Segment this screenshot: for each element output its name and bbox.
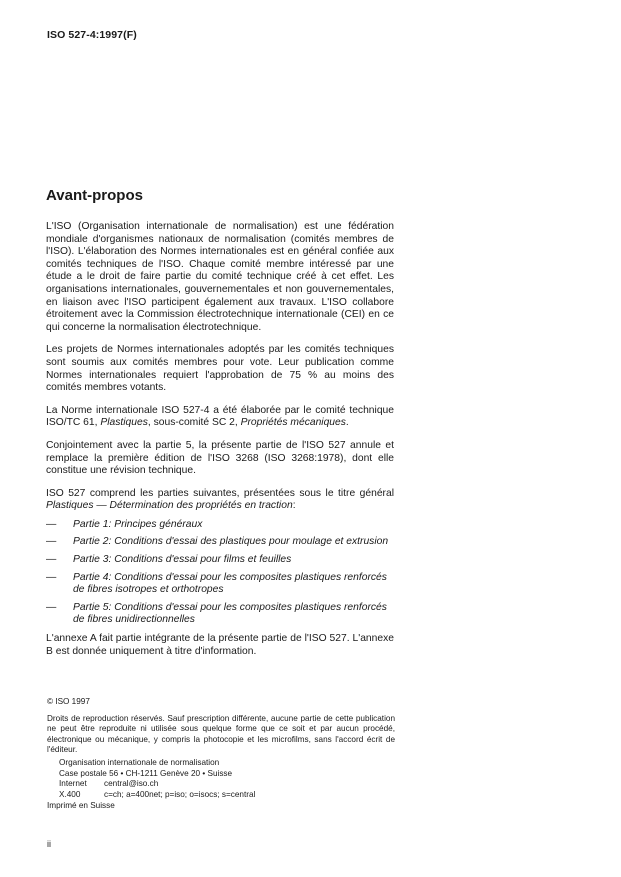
internet-row bbox=[59, 779, 395, 790]
list-item bbox=[46, 572, 394, 597]
paragraph-voting: Les projets de Normes internationales adoptés par les comités techniques sont soumis aux comités membres pour vote. Leur publication comme Normes internationales requiert l'approbation de 75 % au moins des comités membres votants. bbox=[46, 344, 394, 394]
page-title: Avant-propos bbox=[46, 187, 143, 204]
list-item bbox=[46, 554, 394, 567]
parts-intro-italic-title: Plastiques — Détermination des propriétés en traction bbox=[46, 500, 293, 512]
list-item-text: Partie 5: Conditions d'essai pour les composites plastiques renforcés de fibres unidirectionnelles bbox=[73, 601, 387, 626]
publisher-postal: Case postale 56 • CH-1211 Genève 20 • Suisse bbox=[59, 768, 233, 778]
page-number: ii bbox=[47, 839, 51, 849]
committee-text-1: La Norme internationale ISO 527-4 a été élaborée par le comité technique ISO/TC 61, bbox=[46, 404, 394, 429]
body-text bbox=[46, 221, 394, 668]
internet-address: central@iso.ch bbox=[104, 779, 159, 789]
list-item-text: Partie 1: Principes généraux bbox=[73, 518, 203, 530]
x400-row bbox=[59, 790, 395, 801]
list-item-text: Partie 3: Conditions d'essai pour films et feuilles bbox=[73, 554, 292, 566]
parts-list bbox=[46, 519, 394, 627]
committee-italic-proprietes: Propriétés mécaniques bbox=[240, 417, 346, 429]
copyright-block bbox=[47, 697, 395, 812]
committee-italic-plastiques: Plastiques bbox=[100, 417, 148, 429]
list-item-text: Partie 4: Conditions d'essai pour les composites plastiques renforcés de fibres isotropes et orthotropes bbox=[73, 571, 387, 596]
paragraph-parts-intro bbox=[46, 488, 394, 513]
publisher-address bbox=[47, 758, 395, 800]
list-dash: — bbox=[46, 571, 57, 583]
list-item bbox=[46, 519, 394, 532]
list-item bbox=[46, 536, 394, 549]
list-dash: — bbox=[46, 518, 57, 530]
document-header-id: ISO 527-4:1997(F) bbox=[47, 29, 137, 41]
list-item-text: Partie 2: Conditions d'essai des plastiques pour moulage et extrusion bbox=[73, 536, 389, 548]
list-item bbox=[46, 602, 394, 627]
x400-label: X.400 bbox=[59, 789, 81, 799]
copyright-notice: © ISO 1997 bbox=[47, 697, 90, 706]
x400-address: c=ch; a=400net; p=iso; o=isocs; s=central bbox=[104, 789, 256, 799]
paragraph-iso-intro: L'ISO (Organisation internationale de normalisation) est une fédération mondiale d'organismes nationaux de normalisation (comités membres de l'ISO). L'élaboration des Normes internationales est en général confiée aux comités techniques de l'ISO. Chaque comité membre intéressé par une étude a le droit de faire partie du comité technique créé à cet effet. Les organisations internationales, gouvernementales et non gouvernementales, en liaison avec l'ISO participent également aux travaux. L'ISO collabore étroitement avec la Commission électrotechnique internationale (CEI) en ce qui concerne la normalisation électrotechnique. bbox=[46, 221, 394, 333]
parts-intro-colon: : bbox=[292, 500, 296, 512]
paragraph-annexes: L'annexe A fait partie intégrante de la présente partie de l'ISO 527. L'annexe B est donnée uniquement à titre d'information. bbox=[46, 633, 394, 657]
paragraph-committee bbox=[46, 405, 394, 430]
publisher-org: Organisation internationale de normalisation bbox=[59, 757, 220, 767]
parts-intro-text: ISO 527 comprend les parties suivantes, présentées sous le titre général bbox=[46, 487, 394, 499]
committee-text-2: , sous-comité SC 2, bbox=[147, 417, 241, 429]
printed-in: Imprimé en Suisse bbox=[47, 801, 115, 811]
reproduction-rights: Droits de reproduction réservés. Sauf prescription différente, aucune partie de cette publication ne peut être reproduite ni utilisée sous quelque forme que ce soit et par aucun procédé, électronique ou mécanique, y compris la photocopie et les microfilms, sans l'accord écrit de l'éditeur. bbox=[47, 713, 395, 755]
paragraph-replacement: Conjointement avec la partie 5, la présente partie de l'ISO 527 annule et remplace la première édition de l'ISO 3268 (ISO 3268:1978), dont elle constitue une révision technique. bbox=[46, 439, 394, 477]
committee-text-3: . bbox=[345, 417, 349, 429]
list-dash: — bbox=[46, 554, 57, 566]
list-dash: — bbox=[46, 536, 57, 548]
list-dash: — bbox=[46, 601, 57, 613]
internet-label: Internet bbox=[59, 779, 87, 789]
